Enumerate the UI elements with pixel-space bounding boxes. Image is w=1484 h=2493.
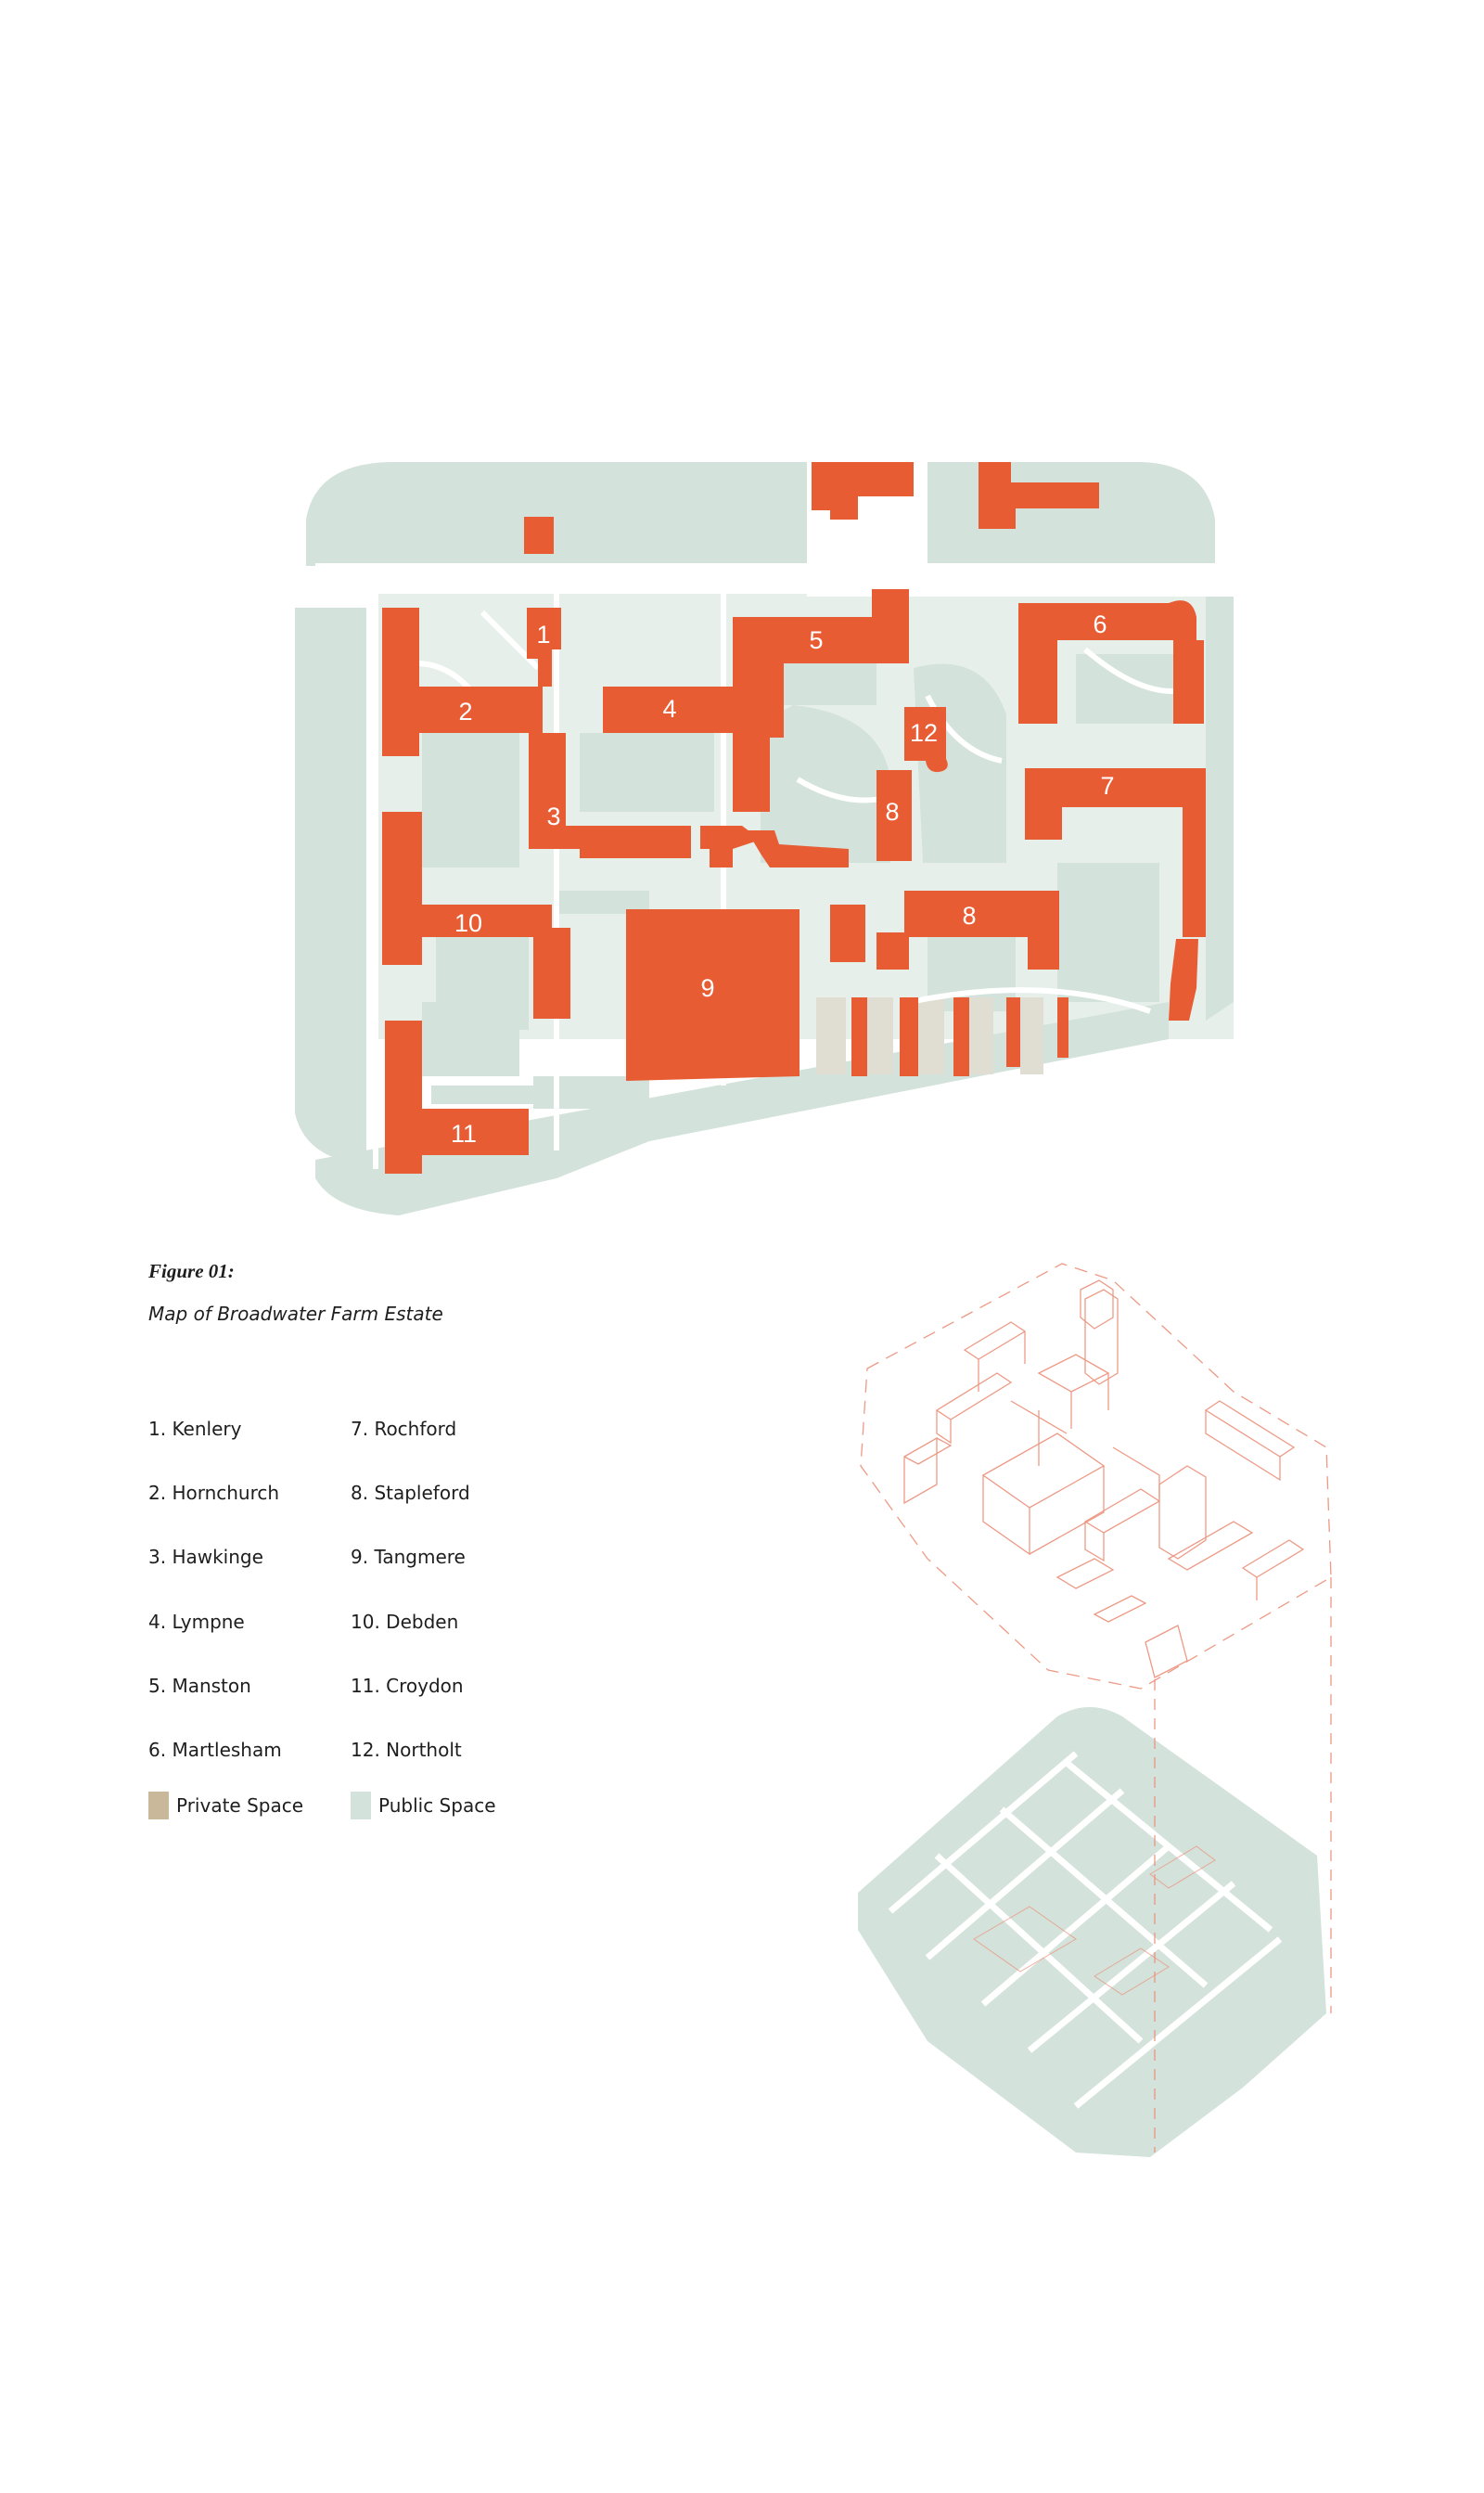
legend-key-public-space <box>351 1792 496 1819</box>
map-number-2: 2 <box>458 698 473 726</box>
terrace-block <box>953 997 969 1076</box>
building-block <box>812 462 914 520</box>
legend-key-private-space <box>148 1792 303 1819</box>
legend-item-12: 12. Northolt <box>351 1739 462 1761</box>
legend-item-11: 11. Croydon <box>351 1675 464 1697</box>
map-number-4: 4 <box>662 695 677 723</box>
legend-item-8: 8. Stapleford <box>351 1482 470 1504</box>
map-number-10: 10 <box>454 909 483 937</box>
legend-item-5: 5. Manston <box>148 1675 251 1697</box>
terrace-block <box>1006 997 1020 1067</box>
map-number-5: 5 <box>809 626 824 654</box>
figure-caption: Map of Broadwater Farm Estate <box>148 1303 443 1325</box>
map-number-8a: 8 <box>885 798 900 826</box>
map-number-1: 1 <box>536 621 551 649</box>
map-number-12: 12 <box>909 719 939 747</box>
map-number-11: 11 <box>450 1120 478 1148</box>
building-block <box>524 517 554 554</box>
map-number-7: 7 <box>1100 772 1115 800</box>
legend-item-9: 9. Tangmere <box>351 1546 466 1568</box>
terrace-block <box>1057 997 1068 1058</box>
private-space-label: Private Space <box>176 1794 304 1817</box>
terrace-block <box>851 997 867 1076</box>
building-block <box>830 905 865 962</box>
terrace-block <box>900 997 918 1076</box>
public-space-swatch <box>351 1792 371 1819</box>
map-number-8b: 8 <box>962 902 977 930</box>
legend-item-10: 10. Debden <box>351 1611 459 1633</box>
axonometric-ground <box>858 1577 1331 2157</box>
legend-item-6: 6. Martlesham <box>148 1739 282 1761</box>
legend-item-3: 3. Hawkinge <box>148 1546 263 1568</box>
figure-label: Figure 01: <box>148 1260 235 1282</box>
private-space-swatch <box>148 1792 169 1819</box>
map-number-6: 6 <box>1093 610 1107 638</box>
legend-item-7: 7. Rochford <box>351 1418 457 1440</box>
map-number-3: 3 <box>546 803 561 830</box>
legend-item-4: 4. Lympne <box>148 1611 245 1633</box>
map-number-9: 9 <box>700 974 715 1002</box>
public-space-label: Public Space <box>378 1794 496 1817</box>
legend-item-2: 2. Hornchurch <box>148 1482 280 1504</box>
axonometric-building-lines <box>861 1264 1331 1689</box>
legend-item-1: 1. Kenlery <box>148 1418 242 1440</box>
